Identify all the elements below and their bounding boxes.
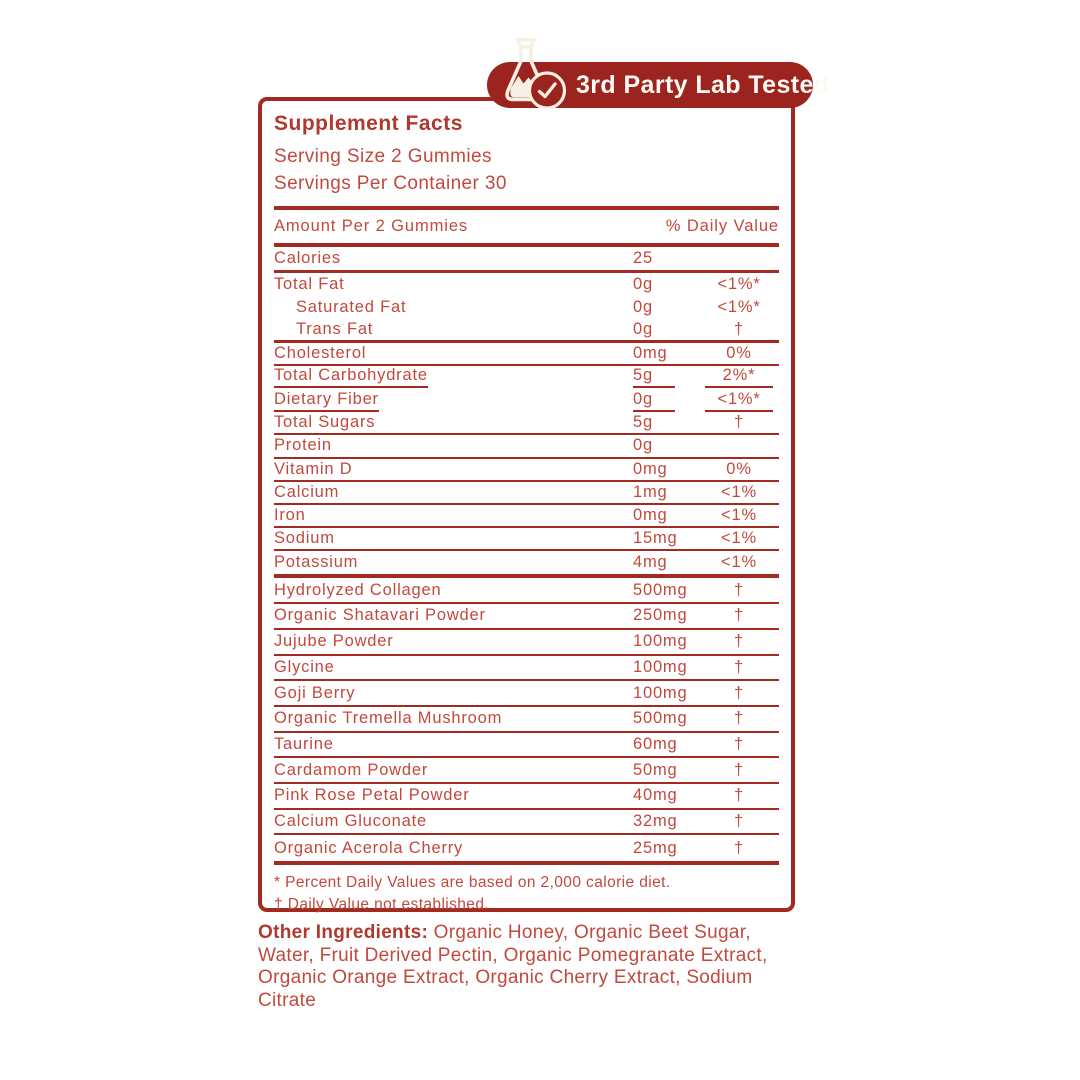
row-label: Trans Fat bbox=[296, 319, 374, 338]
row-amount: 15mg bbox=[633, 529, 678, 548]
row-daily-value: † bbox=[734, 632, 744, 651]
row-daily-value: <1% bbox=[721, 529, 757, 548]
footnote-not-established: † Daily Value not established. bbox=[274, 896, 490, 913]
serving-size: Serving Size 2 Gummies bbox=[274, 146, 492, 167]
row-daily-value: † bbox=[734, 786, 744, 805]
row-amount: 5g bbox=[633, 413, 653, 432]
table-row bbox=[274, 630, 779, 656]
other-ingredients bbox=[258, 922, 806, 1012]
table-row bbox=[274, 482, 779, 505]
table-row bbox=[274, 604, 779, 630]
row-daily-value: † bbox=[734, 811, 744, 830]
table-row bbox=[274, 343, 779, 366]
row-label: Organic Acerola Cherry bbox=[274, 838, 464, 857]
amount-column-header: Amount Per 2 Gummies bbox=[274, 217, 469, 235]
row-amount: 40mg bbox=[633, 786, 678, 805]
row-daily-value: † bbox=[734, 734, 744, 753]
row-amount: 25 bbox=[633, 249, 653, 267]
row-label: Calcium Gluconate bbox=[274, 811, 427, 830]
table-row bbox=[274, 733, 779, 759]
row-daily-value: <1%* bbox=[699, 390, 779, 412]
table-row bbox=[274, 784, 779, 810]
row-label: Cholesterol bbox=[274, 343, 367, 362]
row-daily-value: † bbox=[734, 580, 744, 599]
row-label: Pink Rose Petal Powder bbox=[274, 786, 470, 805]
row-label: Goji Berry bbox=[274, 683, 356, 702]
row-daily-value: † bbox=[734, 319, 744, 338]
row-label: Glycine bbox=[274, 657, 335, 676]
row-amount: 0mg bbox=[633, 459, 668, 478]
table-row bbox=[274, 296, 779, 319]
table-row bbox=[274, 247, 779, 273]
table-row bbox=[274, 810, 779, 836]
row-label: Sodium bbox=[274, 529, 335, 548]
table-row bbox=[274, 459, 779, 482]
row-daily-value: 0% bbox=[726, 343, 752, 362]
row-label: Cardamom Powder bbox=[274, 760, 429, 779]
row-amount: 50mg bbox=[633, 760, 678, 779]
row-daily-value bbox=[699, 436, 779, 455]
table-row bbox=[274, 656, 779, 682]
row-label: Dietary Fiber bbox=[274, 390, 633, 412]
table-row bbox=[274, 273, 779, 296]
table-row bbox=[274, 389, 779, 412]
supplement-facts-panel bbox=[258, 97, 795, 912]
active-ingredient-table bbox=[274, 578, 779, 861]
column-header-row bbox=[274, 210, 779, 243]
row-daily-value: † bbox=[734, 606, 744, 625]
row-amount: 0g bbox=[633, 436, 653, 455]
row-daily-value: 2%* bbox=[699, 366, 779, 388]
table-row bbox=[274, 758, 779, 784]
servings-per-container: Servings Per Container 30 bbox=[274, 173, 507, 194]
row-amount: 100mg bbox=[633, 683, 688, 702]
table-row bbox=[274, 412, 779, 435]
row-daily-value: † bbox=[734, 683, 744, 702]
lab-flask-check-icon bbox=[490, 34, 570, 114]
row-label: Jujube Powder bbox=[274, 632, 394, 651]
footnote-daily-values: * Percent Daily Values are based on 2,000 calorie diet. bbox=[274, 874, 671, 891]
table-row bbox=[274, 835, 779, 861]
row-amount: 0g bbox=[633, 319, 653, 338]
row-amount: 500mg bbox=[633, 709, 688, 728]
row-label: Total Carbohydrate bbox=[274, 366, 633, 388]
row-amount: 60mg bbox=[633, 734, 678, 753]
row-amount: 0mg bbox=[633, 505, 668, 524]
row-amount: 500mg bbox=[633, 580, 688, 599]
row-label: Organic Shatavari Powder bbox=[274, 606, 486, 625]
table-row bbox=[274, 578, 779, 604]
row-amount: 0g bbox=[633, 390, 699, 412]
row-label: Potassium bbox=[274, 553, 359, 572]
row-daily-value: † bbox=[734, 760, 744, 779]
row-daily-value: <1%* bbox=[717, 298, 761, 317]
table-row bbox=[274, 366, 779, 389]
table-row bbox=[274, 505, 779, 528]
table-row bbox=[274, 435, 779, 458]
footnotes bbox=[274, 865, 779, 916]
row-label: Organic Tremella Mushroom bbox=[274, 709, 503, 728]
row-amount: 4mg bbox=[633, 553, 668, 572]
row-label: Calcium bbox=[274, 482, 340, 501]
row-daily-value: <1% bbox=[721, 482, 757, 501]
row-label: Iron bbox=[274, 505, 306, 524]
row-amount: 0g bbox=[633, 275, 653, 294]
other-ingredients-text: Organic Honey, Organic Beet Sugar, Water, Fruit Derived Pectin, Organic Pomegranate Extract, Organic Orange Extract, Organic Cherry Extract, Sodium Citrate bbox=[258, 922, 768, 1011]
row-amount: 0mg bbox=[633, 343, 668, 362]
row-amount: 5g bbox=[633, 366, 699, 388]
row-label: Saturated Fat bbox=[296, 298, 407, 317]
row-amount: 1mg bbox=[633, 482, 668, 501]
row-daily-value: <1% bbox=[721, 553, 757, 572]
row-daily-value: <1% bbox=[721, 505, 757, 524]
row-amount: 100mg bbox=[633, 657, 688, 676]
row-daily-value: † bbox=[734, 413, 744, 432]
nutrient-table bbox=[274, 247, 779, 574]
row-amount: 100mg bbox=[633, 632, 688, 651]
row-label: Taurine bbox=[274, 734, 334, 753]
lab-tested-badge-label: 3rd Party Lab Tested bbox=[576, 70, 830, 99]
row-daily-value: † bbox=[734, 709, 744, 728]
row-daily-value: 0% bbox=[726, 459, 752, 478]
table-row bbox=[274, 528, 779, 551]
row-label: Total Sugars bbox=[274, 413, 376, 432]
row-daily-value: † bbox=[734, 838, 744, 857]
table-row bbox=[274, 319, 779, 342]
table-row bbox=[274, 707, 779, 733]
row-amount: 32mg bbox=[633, 811, 678, 830]
row-label: Total Fat bbox=[274, 275, 345, 294]
table-row bbox=[274, 551, 779, 574]
row-daily-value: <1%* bbox=[717, 275, 761, 294]
row-label: Vitamin D bbox=[274, 459, 353, 478]
panel-title: Supplement Facts bbox=[274, 112, 463, 135]
row-label: Protein bbox=[274, 436, 332, 455]
row-daily-value bbox=[699, 249, 779, 268]
row-amount: 25mg bbox=[633, 838, 678, 857]
row-label: Hydrolyzed Collagen bbox=[274, 580, 442, 599]
row-label: Calories bbox=[274, 249, 341, 267]
daily-value-column-header: % Daily Value bbox=[665, 217, 779, 235]
row-daily-value: † bbox=[734, 657, 744, 676]
row-amount: 0g bbox=[633, 298, 653, 317]
table-row bbox=[274, 681, 779, 707]
row-amount: 250mg bbox=[633, 606, 688, 625]
other-ingredients-label: Other Ingredients: bbox=[258, 922, 429, 943]
